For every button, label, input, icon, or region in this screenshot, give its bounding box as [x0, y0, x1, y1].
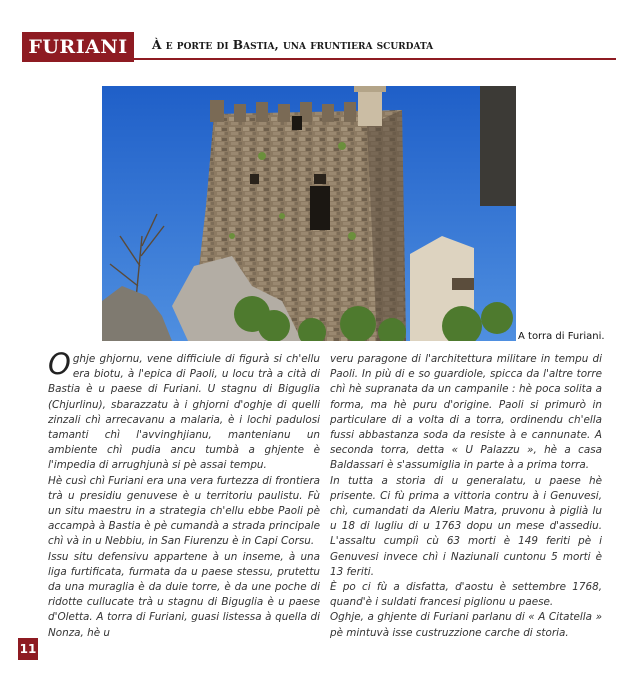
- page-number: 11: [18, 638, 38, 660]
- article-title: À e porte di Bastia, una fruntiera scurdata: [152, 38, 434, 52]
- tower-illustration: [102, 86, 516, 341]
- drop-cap: O: [48, 347, 71, 381]
- paragraph: In tutta a storia di u generalatu, u paese hè prisente. Ci fù prima a vittoria contru à i Genuvesi, chì, cumandati da Aleriu Matra, pruvonu à piglià lu u 18 di lugliu di u 1763 dopu un mese d'assediu. L'assaltu cumpiì cù 63 morti è 149 feriti pè i Genuvesi invece chì i Naziunali cuntonu 5 morti è 13 feriti.: [330, 474, 602, 578]
- page-header: [0, 28, 640, 68]
- photo-caption: A torra di Furiani.: [518, 331, 605, 342]
- article-column-left: [48, 347, 320, 641]
- header-rule: [22, 58, 616, 60]
- paragraph: [48, 347, 320, 474]
- paragraph-text: ghje ghjornu, vene difficiule di figurà si ch'ellu era biotu, à l'epica di Paoli, u locu trà a cità di Bastia è u paese di Furiani. U stagnu di Biguglia (Chjurlinu), sbarazzatu à i ghjorni d'oghje di quelli zinzali chì arrecavanu a malaria, è i lochi padulosi tamanti chì l'avvinghjianu, mantenianu un ambiente chì pudia ancu tumbà a ghjente è l'impedia di arrughjunà si pè assai tempu.: [48, 353, 320, 472]
- paragraph: Hè cusì chì Furiani era una vera furtezza di frontiera trà u presidiu genuvese è u territoriu paulistu. Fù un situ maestru in a strategia ch'ellu ebbe Paoli pè accampà à Bastia è pè cumandà a strada principale chì và in u Nebbiu, in San Fiurenzu è in Capi Corsu.: [48, 474, 320, 548]
- tower-photo: [102, 86, 516, 341]
- paragraph: veru paragone di l'architettura militare in tempu di Paoli. In più di e so guardiole, spicca da l'altre torre chì hè supranata da un campanile : hè poca solita a forma, ma hè puru d'origine. Paoli si primurò in particulare di a volta di a torra, ordinendu ch'ella fussi abbastanza soda da resiste à e cannunate. A seconda torra, detta « U Palazzu », hè a casa Baldassari è s'assumiglia in parte à a prima torra.: [330, 353, 602, 472]
- section-title: FURIANI: [22, 32, 134, 62]
- paragraph: È po ci fù a disfatta, d'aostu è settembre 1768, quand'è i suldati francesi piglionu u paese.: [330, 581, 602, 609]
- paragraph: Oghje, a ghjente di Furiani parlanu di « A Citatella » pè mintuvà isse custruzzione carche di storia.: [330, 611, 602, 639]
- article-column-right: [330, 352, 602, 641]
- paragraph: Issu situ defensivu appartene à un inseme, à una liga furtificata, furmata da u paese stessu, prutettu da una muraglia è da duie torre, è da une poche di ridotte cullucate trà u stagnu di Biguglia è u paese d'Oletta. A torra di Furiani, guasi listessa à quella di Nonza, hè u: [48, 550, 320, 639]
